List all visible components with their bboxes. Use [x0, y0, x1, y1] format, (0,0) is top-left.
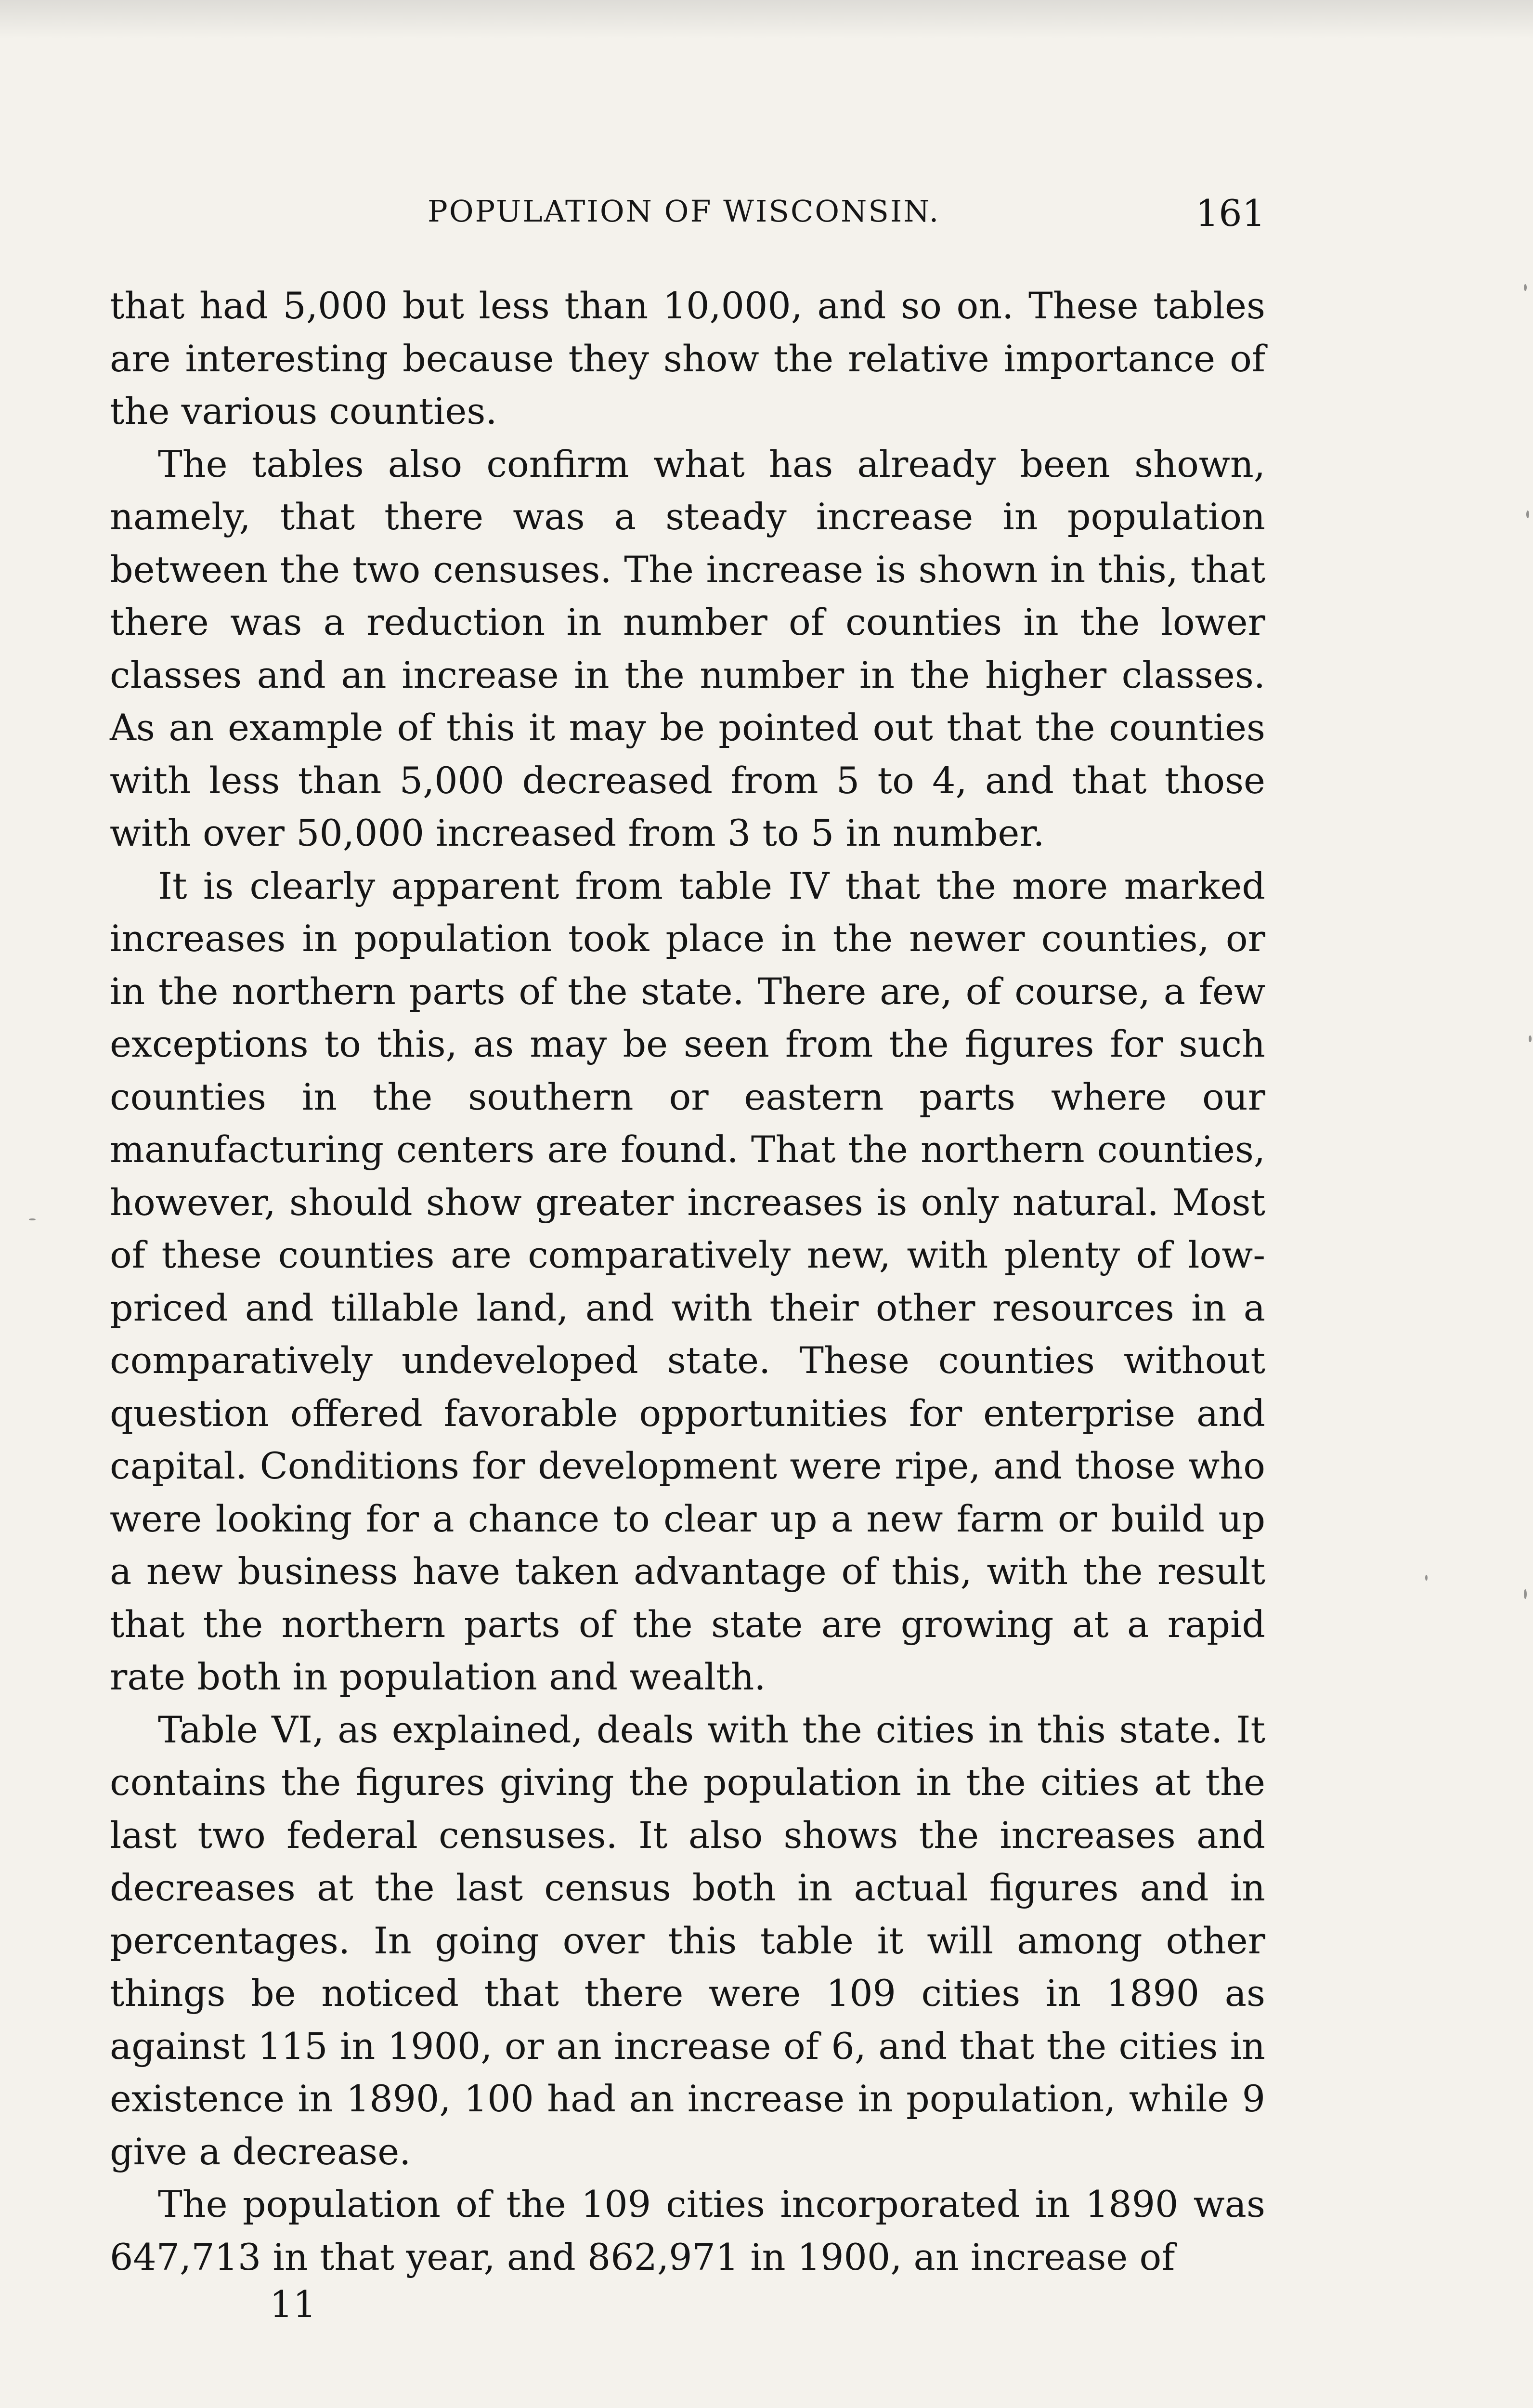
paragraph-1: that had 5,000 but less than 10,000, and so on. These tables are interesting because they show the relative importance of the various counties.: [110, 284, 1265, 432]
signature-mark: 11: [270, 2283, 316, 2326]
scan-edge-noise: [0, 0, 1533, 39]
scan-speck: [1524, 1589, 1527, 1599]
scan-speck: [1425, 1575, 1428, 1581]
page-number: 161: [1195, 192, 1265, 235]
scan-speck: [1524, 284, 1527, 291]
paragraph-2: The tables also confirm what has already been shown, namely, that there was a steady increase in population between the two censuses. The increase is shown in this, that there was a reduction in number of counties in the lower classes and an increase in the number in the higher classes. As an example of this it may be pointed out that the counties with less than 5,000 decreased from 5 to 4, and that those with over 50,000 increased from 3 to 5 in number.: [110, 442, 1265, 854]
page-header: [110, 179, 1265, 247]
scan-speck: [29, 1218, 36, 1220]
body-text: [110, 279, 1265, 2283]
scan-speck: [1529, 1035, 1532, 1042]
scan-speck: [1526, 510, 1529, 518]
paragraph-3: It is clearly apparent from table IV that the more marked increases in population took place in the newer counties, or in the northern parts of the state. There are, of course, a few exceptions to this, as may be seen from the figures for such counties in the southern or eastern parts where our manufacturing centers are found. That the northern counties, however, should show greater increases is only natural. Most of these counties are comparatively new, with plenty of low-priced and tillable land, and with their other resources in a comparatively undeveloped state. These counties without question offered favorable opportunities for enterprise and capital. Conditions for development were ripe, and those who were looking for a chance to clear up a new farm or build up a new business have taken advantage of this, with the result that the northern parts of the state are growing at a rapid rate both in population and wealth.: [110, 864, 1265, 1698]
paragraph-5: The population of the 109 cities incorporated in 1890 was 647,713 in that year, and 862,971 in 1900, an increase of: [110, 2183, 1265, 2278]
running-head: POPULATION OF WISCONSIN.: [428, 194, 940, 229]
paragraph-4: Table VI, as explained, deals with the cities in this state. It contains the figures giving the population in the cities at the last two federal censuses. It also shows the increases and decreases at the last census both in actual figures and in percentages. In going over this table it will among other things be noticed that there were 109 cities in 1890 as against 115 in 1900, or an increase of 6, and that the cities in existence in 1890, 100 had an increase in population, while 9 give a decrease.: [110, 1708, 1265, 2173]
